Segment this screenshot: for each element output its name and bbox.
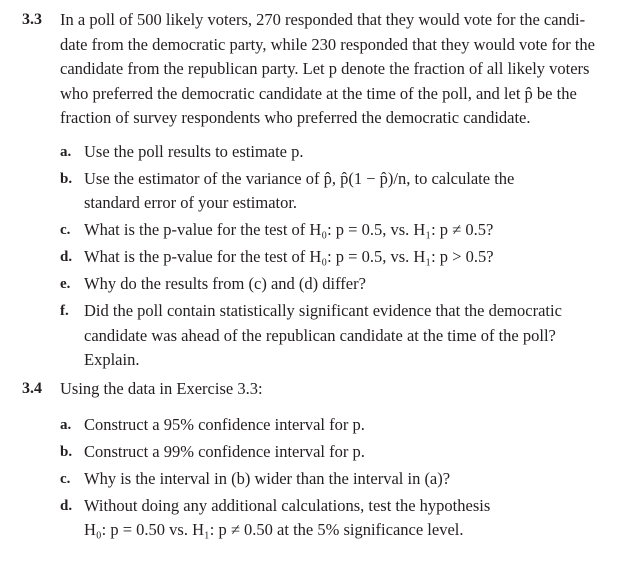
- exercise-text: Using the data in Exercise 3.3:: [60, 379, 263, 398]
- exercise-part-d: [0, 245, 629, 270]
- part-text: Construct a 95% confidence interval for p.: [84, 414, 365, 434]
- exercise-statement: [0, 8, 629, 131]
- part-letter: d.: [60, 249, 73, 265]
- exercise-part-c: [0, 467, 629, 492]
- exercise-3-4: [0, 377, 629, 545]
- exercise-parts: [0, 140, 629, 373]
- part-letter: a.: [60, 416, 72, 433]
- exercise-part-a: [0, 413, 629, 438]
- part-text: Why do the results from (c) and (d) differ?: [84, 274, 366, 293]
- part-text: What is the p-value for the test of H₀: p = 0.5, vs. H₁: p ≠ 0.5?: [84, 220, 494, 239]
- exercise-part-c: [0, 218, 629, 243]
- exercise-text: In a poll of 500 likely voters, 270 responded that they would vote for the candi- date from the democratic party, while 230 responded that they would vote for the candidate from the republican party. Let p denote the fraction of all likely voters who preferred the democratic candidate at the time of the poll, and let p̂ be the fraction of survey respondents who preferred the democratic candidate.: [60, 10, 596, 127]
- exercise-3-3: [0, 8, 629, 375]
- part-text: What is the p-value for the test of H₀: p = 0.5, vs. H₁: p > 0.5?: [84, 247, 494, 266]
- part-text: Did the poll contain statistically significant evidence that the democratic candidate was ahead of the republican candidate at the time of the poll? Explain.: [84, 301, 562, 369]
- part-text: Construct a 99% confidence interval for p.: [84, 441, 365, 461]
- exercise-part-d: [0, 494, 629, 543]
- part-text: Use the estimator of the variance of p̂, p̂(1 − p̂)/n, to calculate the standard error of your estimator.: [84, 168, 515, 212]
- part-letter: d.: [60, 497, 73, 514]
- exercise-number: 3.4: [22, 380, 42, 397]
- part-letter: b.: [60, 443, 73, 460]
- exercise-part-f: [0, 299, 629, 373]
- exercise-part-e: [0, 272, 629, 297]
- part-text: Why is the interval in (b) wider than the interval in (a)?: [84, 468, 451, 488]
- part-text: Without doing any additional calculations, test the hypothesis H₀: p = 0.50 vs. H₁: p ≠ 0.50 at the 5% significance level.: [84, 495, 491, 539]
- exercise-part-b: [0, 167, 629, 216]
- exercise-statement: [0, 377, 629, 402]
- exercise-part-a: [0, 140, 629, 165]
- part-letter: c.: [60, 470, 71, 487]
- exercise-parts: [0, 413, 629, 543]
- exercise-part-b: [0, 440, 629, 465]
- part-letter: e.: [60, 276, 71, 292]
- exercise-number: 3.3: [22, 11, 42, 28]
- part-letter: b.: [60, 170, 73, 187]
- part-text: Use the poll results to estimate p.: [84, 141, 304, 161]
- part-letter: c.: [60, 222, 71, 238]
- part-letter: a.: [60, 143, 72, 160]
- part-letter: f.: [60, 303, 69, 319]
